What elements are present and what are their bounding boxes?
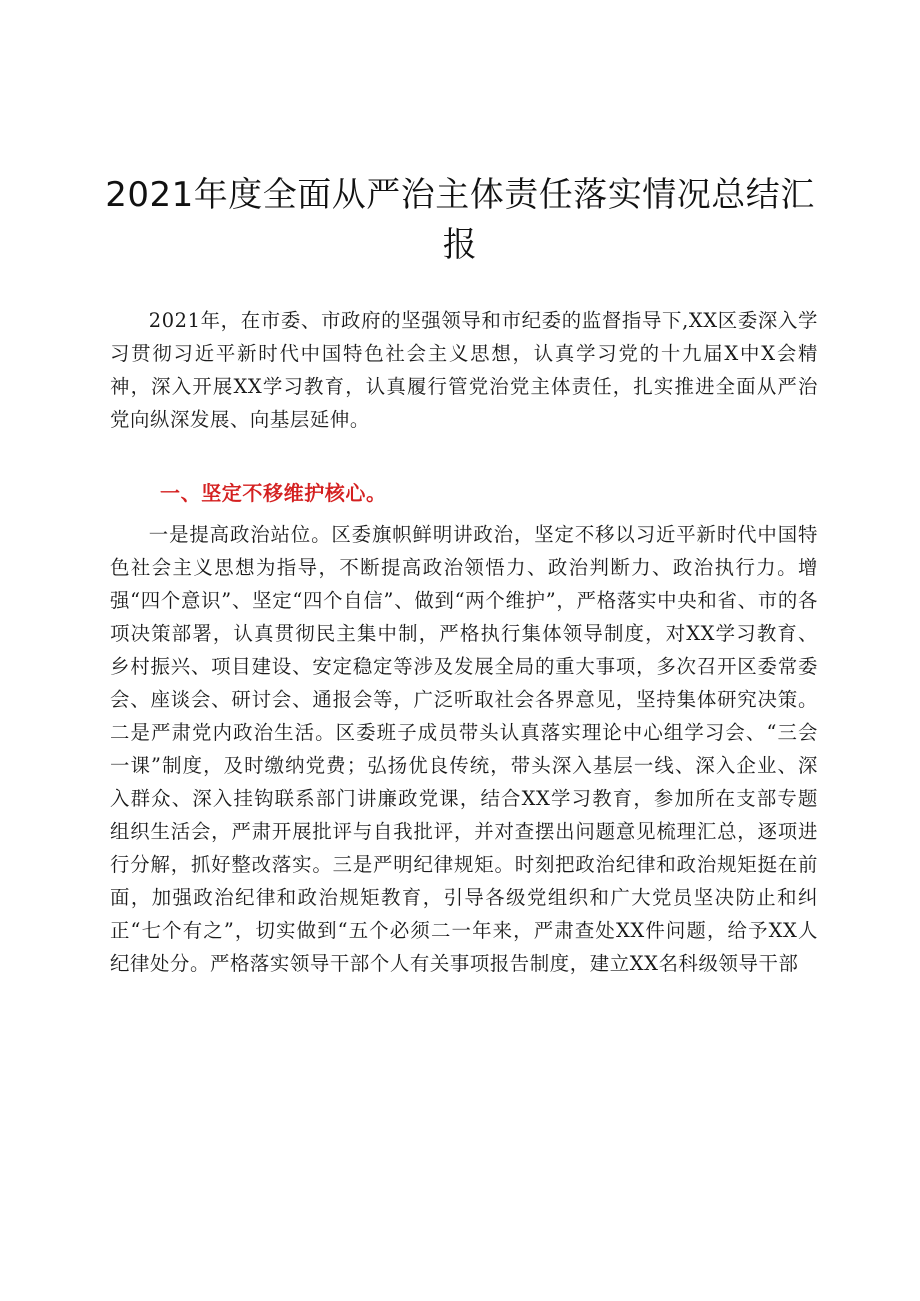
section-body-paragraph: 一是提高政治站位。区委旗帜鲜明讲政治，坚定不移以习近平新时代中国特色社会主义思想为指导，不断提高政治领悟力、政治判断力、政治执行力。增强“四个意识”、坚定“四个自信”、做到“两个维护”，严格落实中央和省、市的各项决策部署，认真贯彻民主集中制，严格执行集体领导制度，对XX学习教育、乡村振兴、项目建设、安定稳定等涉及发展全局的重大事项，多次召开区委常委会、座谈会、研讨会、通报会等，广泛听取社会各界意见，坚持集体研究决策。二是严肃党内政治生活。区委班子成员带头认真落实理论中心组学习会、“三会一课”制度，及时缴纳党费；弘扬优良传统，带头深入基层一线、深入企业、深入群众、深入挂钩联系部门讲廉政党课，结合XX学习教育，参加所在支部专题组织生活会，严肃开展批评与自我批评，并对查摆出问题意见梳理汇总，逐项进行分解，抓好整改落实。三是严明纪律规矩。时刻把政治纪律和政治规矩挺在前面，加强政治纪律和政治规矩教育，引导各级党组织和广大党员坚决防止和纠正“七个有之”，切实做到“五个必须二一年来，严肃查处XX件问题，给予XX人纪律处分。严格落实领导干部个人有关事项报告制度，建立XX名科级领导干部 (110, 523, 818, 975)
intro-paragraph: 2021年，在市委、市政府的坚强领导和市纪委的监督指导下,XX区委深入学习贯彻习近平新时代中国特色社会主义思想，认真学习党的十九届X中X会精神，深入开展XX学习教育，认真履行管党治党主体责任，扎实推进全面从严治党向纵深发展、向基层延伸。 (110, 309, 818, 431)
document-title: 2021年度全面从严治主体责任落实情况总结汇报 (105, 175, 815, 265)
section-heading: 一、坚定不移维护核心。 (160, 481, 387, 505)
